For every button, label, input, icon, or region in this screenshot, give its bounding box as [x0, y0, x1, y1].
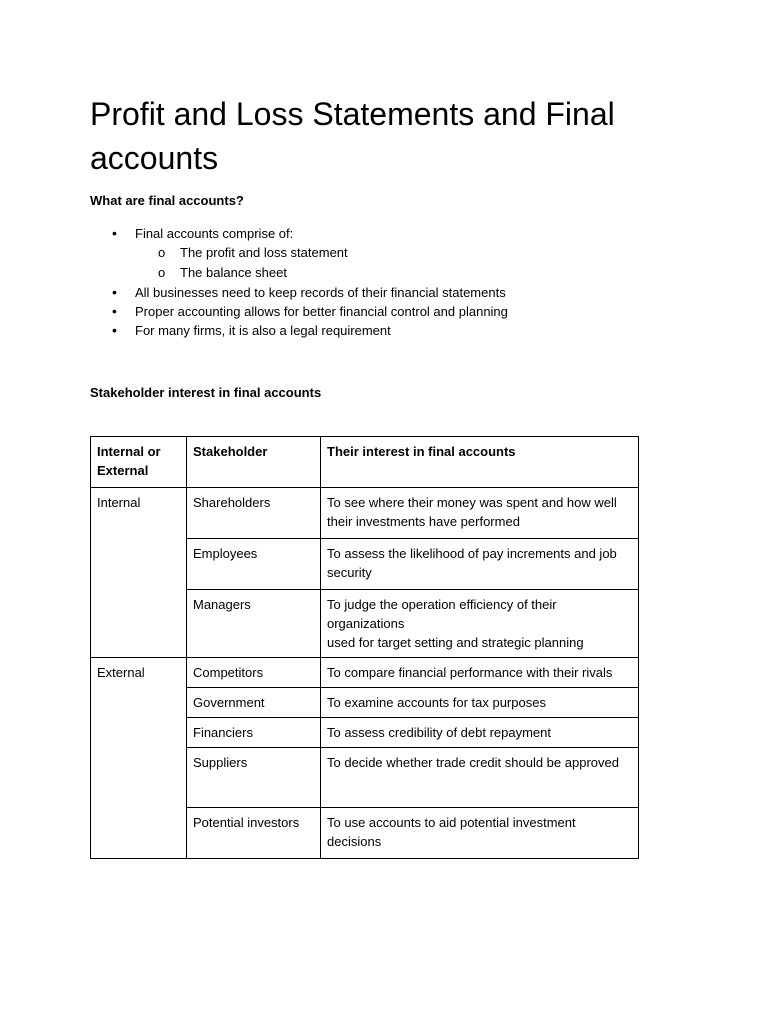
interest-line: used for target setting and strategic planning [327, 635, 584, 650]
bullet-text: Final accounts comprise of: [135, 226, 294, 241]
stakeholder-cell: Suppliers [187, 748, 321, 808]
interest-line: To judge the operation efficiency of their organizations [327, 597, 557, 631]
interest-cell: To assess credibility of debt repayment [321, 718, 639, 748]
interest-cell: To see where their money was spent and how well their investments have performed [321, 488, 639, 539]
section-heading-stakeholder-interest: Stakeholder interest in final accounts [90, 385, 322, 400]
stakeholder-cell: Shareholders [187, 488, 321, 539]
table-header-row [91, 437, 639, 488]
stakeholder-cell: Managers [187, 590, 321, 658]
interest-cell: To examine accounts for tax purposes [321, 688, 639, 718]
stakeholder-cell: Government [187, 688, 321, 718]
group-cell-internal: Internal [91, 488, 187, 658]
header-interest: Their interest in final accounts [321, 437, 639, 488]
table-row [91, 488, 639, 539]
interest-cell: To compare financial performance with their rivals [321, 658, 639, 688]
bullet-item: • Proper accounting allows for better financial control and planning [90, 302, 650, 321]
stakeholder-cell: Financiers [187, 718, 321, 748]
sub-bullet-list [135, 243, 650, 283]
sub-bullet-item: o The balance sheet [135, 263, 650, 283]
bullet-item: • For many firms, it is also a legal requirement [90, 321, 650, 340]
stakeholder-table [90, 436, 639, 859]
section-heading-final-accounts: What are final accounts? [90, 193, 244, 208]
stakeholder-cell: Competitors [187, 658, 321, 688]
header-stakeholder: Stakeholder [187, 437, 321, 488]
stakeholder-cell: Potential investors [187, 808, 321, 859]
bullet-item [90, 224, 650, 283]
interest-cell [321, 590, 639, 658]
interest-cell: To decide whether trade credit should be approved [321, 748, 639, 808]
bullet-item: • All businesses need to keep records of their financial statements [90, 283, 650, 302]
group-cell-external: External [91, 658, 187, 859]
stakeholder-cell: Employees [187, 539, 321, 590]
bullet-list [90, 224, 650, 340]
interest-cell: To use accounts to aid potential investment decisions [321, 808, 639, 859]
sub-bullet-item: o The profit and loss statement [135, 243, 650, 263]
interest-cell: To assess the likelihood of pay increments and job security [321, 539, 639, 590]
page-title: Profit and Loss Statements and Final accounts [90, 96, 615, 176]
document-page [90, 92, 650, 859]
header-internal-external: Internal or External [91, 437, 187, 488]
table-row [91, 658, 639, 688]
